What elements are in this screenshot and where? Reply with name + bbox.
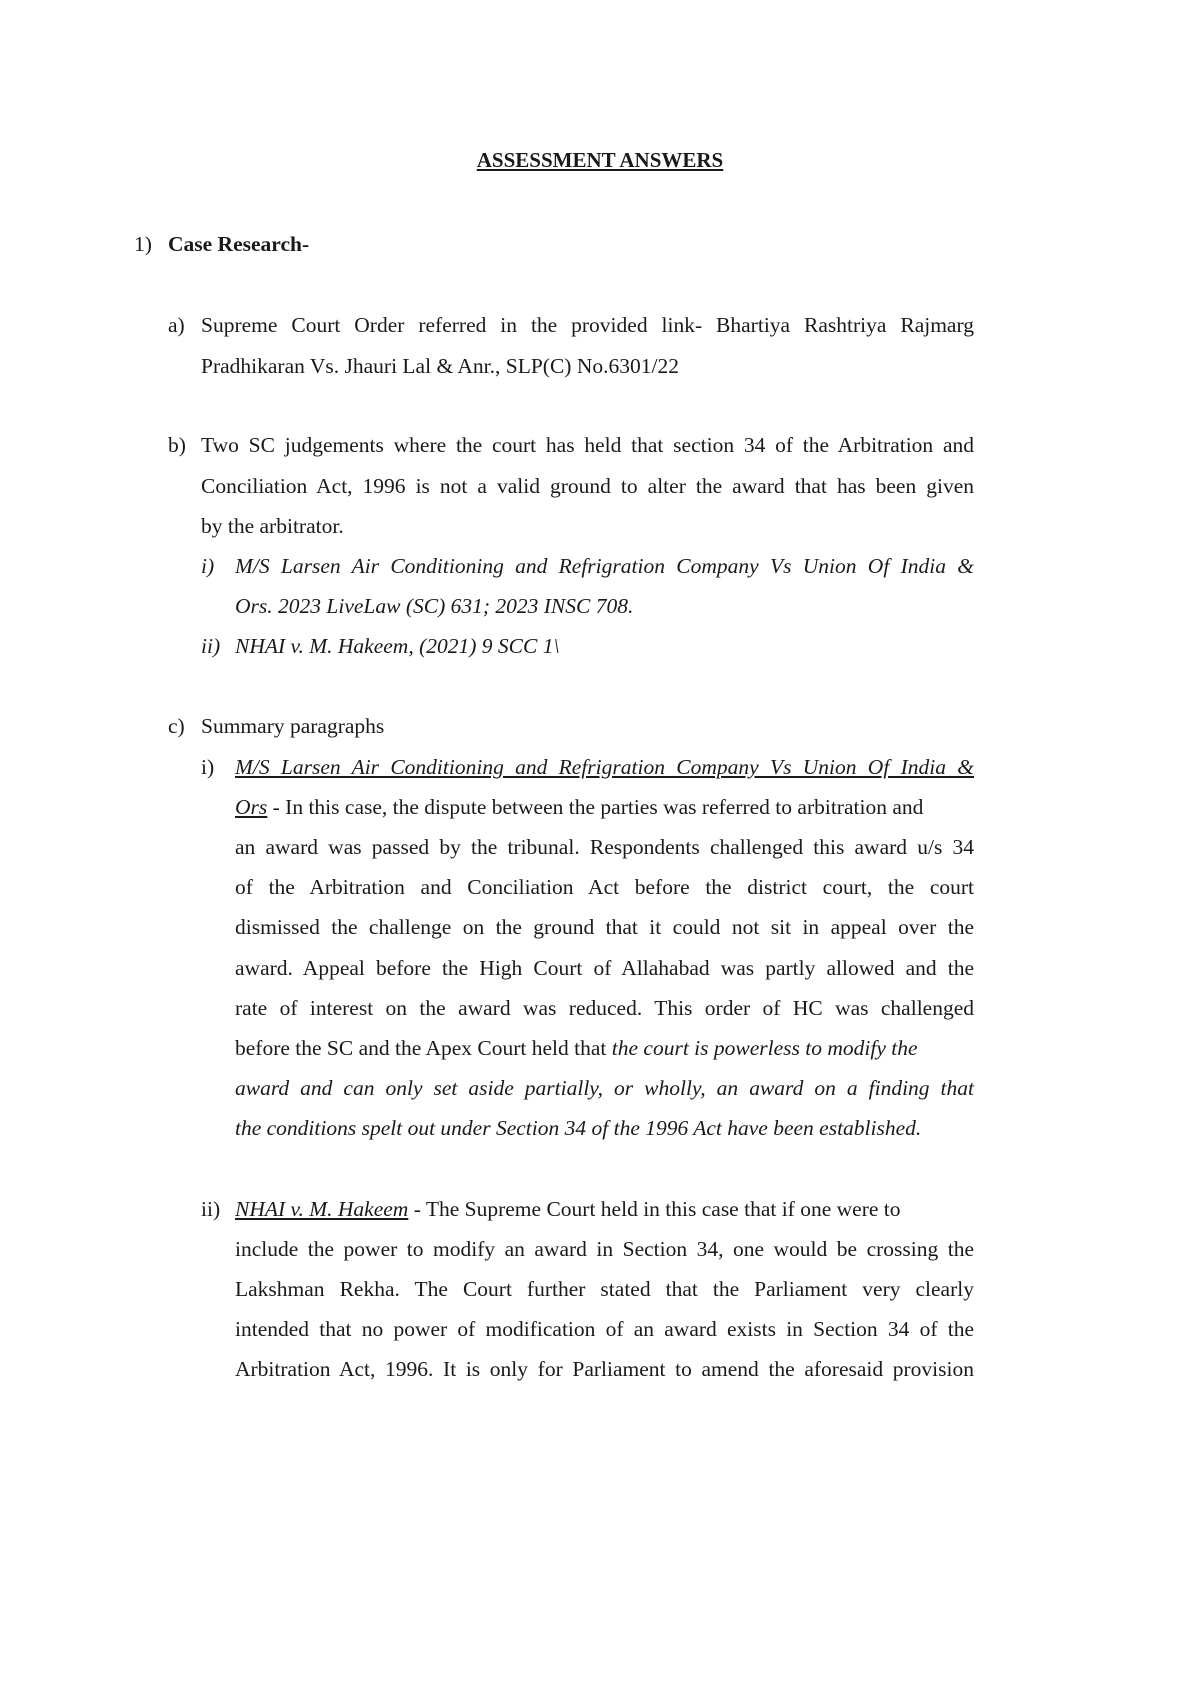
case-list-marker: ii) xyxy=(201,634,221,658)
summary-line: of the Arbitration and Conciliation Act before the district court, the court xyxy=(235,875,974,899)
case-title: M/S Larsen Air Conditioning and Refrigration Company Vs Union Of India & xyxy=(235,755,974,779)
summary-line: Lakshman Rekha. The Court further stated that the Parliament very clearly xyxy=(235,1277,974,1301)
summary-line: intended that no power of modification of an award exists in Section 34 of the xyxy=(235,1317,974,1341)
holding-text: the court is powerless to modify the xyxy=(611,1036,918,1060)
summary-text: - The Supreme Court held in this case that if one were to xyxy=(408,1197,901,1221)
item-c-heading: Summary paragraphs xyxy=(201,714,385,738)
item-b-line: Conciliation Act, 1996 is not a valid ground to alter the award that has been given xyxy=(201,474,974,498)
holding-text: award and can only set aside partially, or wholly, an award on a finding that xyxy=(235,1076,974,1100)
case-list-marker: i) xyxy=(201,554,215,578)
case-citation: NHAI v. M. Hakeem, (2021) 9 SCC 1\ xyxy=(235,634,560,658)
item-b-marker: b) xyxy=(168,433,186,457)
case-citation: Ors. 2023 LiveLaw (SC) 631; 2023 INSC 708. xyxy=(235,594,634,618)
summary-line: rate of interest on the award was reduced. This order of HC was challenged xyxy=(235,996,974,1020)
summary-line: dismissed the challenge on the ground that it could not sit in appeal over the xyxy=(235,915,974,939)
summary-line: award. Appeal before the High Court of Allahabad was partly allowed and the xyxy=(235,956,974,980)
item-b-line: Two SC judgements where the court has held that section 34 of the Arbitration and xyxy=(201,433,974,457)
item-c-marker: c) xyxy=(168,714,185,738)
case-citation: M/S Larsen Air Conditioning and Refrigration Company Vs Union Of India & xyxy=(235,554,974,578)
item-a-line: Supreme Court Order referred in the provided link- Bhartiya Rashtriya Rajmarg xyxy=(201,313,974,337)
item-a-marker: a) xyxy=(168,313,185,337)
summary-line xyxy=(235,1197,901,1222)
summary-line: an award was passed by the tribunal. Respondents challenged this award u/s 34 xyxy=(235,835,974,859)
summary-text: - In this case, the dispute between the parties was referred to arbitration and xyxy=(267,795,924,819)
case-title: Ors xyxy=(235,795,268,819)
summary-marker: ii) xyxy=(201,1197,221,1221)
summary-line xyxy=(235,795,923,820)
summary-line: include the power to modify an award in Section 34, one would be crossing the xyxy=(235,1237,974,1261)
item-b-line: by the arbitrator. xyxy=(201,514,344,538)
summary-line: Arbitration Act, 1996. It is only for Parliament to amend the aforesaid provision xyxy=(235,1357,974,1381)
case-title: NHAI v. M. Hakeem xyxy=(235,1197,409,1221)
holding-text: the conditions spelt out under Section 34 of the 1996 Act have been established. xyxy=(235,1116,922,1140)
summary-marker: i) xyxy=(201,755,215,779)
item-a-line: Pradhikaran Vs. Jhauri Lal & Anr., SLP(C) No.6301/22 xyxy=(201,354,679,378)
section-number: 1) xyxy=(134,232,152,256)
summary-line xyxy=(235,1036,918,1061)
section-heading: Case Research- xyxy=(168,232,310,256)
page-title: ASSESSMENT ANSWERS xyxy=(476,148,724,172)
summary-text: before the SC and the Apex Court held that xyxy=(235,1036,612,1060)
